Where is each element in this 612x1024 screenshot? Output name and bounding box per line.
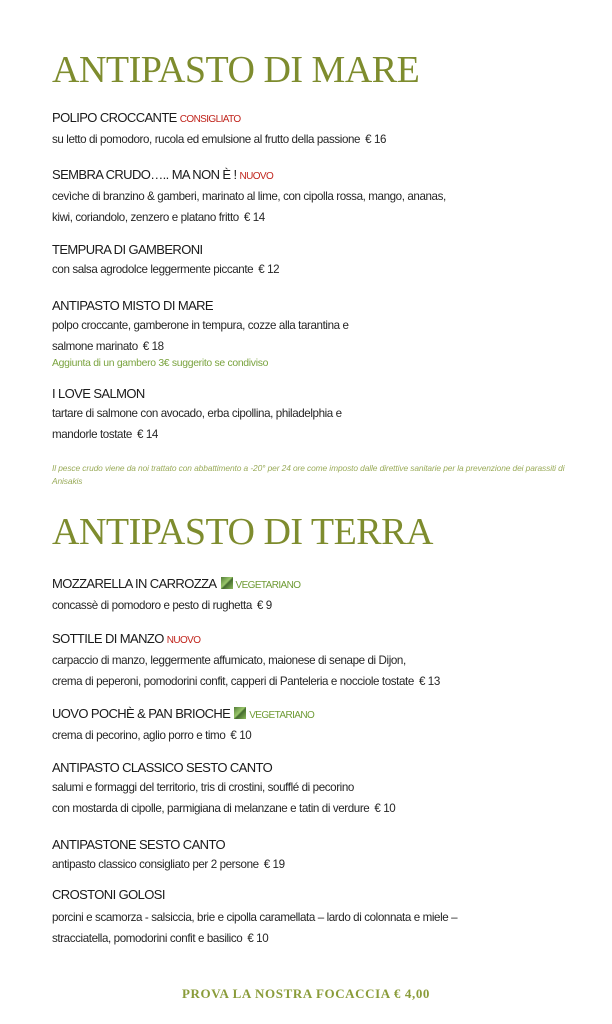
item-note: Aggiunta di un gambero 3€ suggerito se condiviso xyxy=(52,358,269,369)
item-price: € 10 xyxy=(230,729,252,742)
item-description: mandorle tostate xyxy=(52,428,132,441)
item-price: € 10 xyxy=(247,932,269,945)
item-description: con mostarda di cipolle, parmigiana di melanzane e tatin di verdure xyxy=(52,802,370,815)
menu-item-i-love-salmon xyxy=(52,386,597,445)
section-title-mare: ANTIPASTO DI MARE xyxy=(52,49,420,91)
menu-item-tempura-di-gamberoni xyxy=(52,242,597,280)
item-name: CROSTONI GOLOSI xyxy=(52,887,165,902)
item-price: € 10 xyxy=(374,802,396,815)
menu-item-antipastone xyxy=(52,837,597,875)
item-price: € 12 xyxy=(258,263,280,276)
item-description: salmone marinato xyxy=(52,340,138,353)
item-description: cevìche di branzino & gamberi, marinato al lime, con cipolla rossa, mango, ananas, xyxy=(52,190,446,203)
item-description: su letto di pomodoro, rucola ed emulsione al frutto della passione xyxy=(52,133,361,146)
focaccia-footer: PROVA LA NOSTRA FOCACCIA € 4,00 xyxy=(181,986,431,1001)
item-price: € 14 xyxy=(136,428,158,441)
tag-nuovo: NUOVO xyxy=(239,171,274,182)
item-name: ANTIPASTONE SESTO CANTO xyxy=(52,837,226,852)
item-description: crema di pecorino, aglio porro e timo xyxy=(52,729,226,742)
tag-vegetariano: VEGETARIANO xyxy=(249,710,315,721)
menu-item-mozzarella-in-carrozza xyxy=(52,576,597,616)
item-name: TEMPURA DI GAMBERONI xyxy=(52,242,203,257)
item-description: con salsa agrodolce leggermente piccante xyxy=(52,263,254,276)
menu-item-polipo-croccante xyxy=(52,110,597,150)
item-description: crema di peperoni, pomodorini confit, capperi di Panteleria e nocciole tostate xyxy=(52,675,414,688)
item-description: carpaccio di manzo, leggermente affumicato, maionese di senape di Dijon, xyxy=(52,654,406,667)
tag-nuovo: NUOVO xyxy=(166,635,201,646)
item-price: € 9 xyxy=(256,599,272,612)
tag-consigliato: CONSIGLIATO xyxy=(179,114,241,125)
item-name: ANTIPASTO MISTO DI MARE xyxy=(52,298,214,313)
item-name: ANTIPASTO CLASSICO SESTO CANTO xyxy=(52,760,273,775)
item-name: SOTTILE DI MANZO xyxy=(52,631,164,646)
menu-item-antipasto-classico xyxy=(52,760,597,819)
vegetarian-leaf-icon xyxy=(234,707,246,719)
item-name: SEMBRA CRUDO….. MA NON È ! xyxy=(52,167,237,182)
item-description: concassè di pomodoro e pesto di rughetta xyxy=(52,599,252,612)
menu-item-antipasto-misto-di-mare xyxy=(52,298,597,371)
item-name: I LOVE SALMON xyxy=(52,386,145,401)
menu-item-uovo-poche xyxy=(52,706,597,746)
item-description: polpo croccante, gamberone in tempura, cozze alla tarantina e xyxy=(52,319,349,332)
menu-item-sottile-di-manzo xyxy=(52,631,597,692)
raw-fish-disclaimer: Il pesce crudo viene da noi trattato con abbattimento a -20° per 24 ore come imposto dalle direttive sanitarie per la prevenzione dei parassiti di Anisakis xyxy=(52,463,565,486)
item-description: salumi e formaggi del territorio, tris di crostini, soufflé di pecorino xyxy=(52,781,354,794)
item-name: POLIPO CROCCANTE xyxy=(52,110,177,125)
item-description: kiwi, coriandolo, zenzero e platano fritto xyxy=(52,211,239,224)
item-price: € 13 xyxy=(418,675,440,688)
item-description: antipasto classico consigliato per 2 persone xyxy=(52,858,259,871)
tag-vegetariano: VEGETARIANO xyxy=(235,580,301,591)
menu-item-crostoni-golosi xyxy=(52,887,597,949)
item-name: UOVO POCHÈ & PAN BRIOCHE xyxy=(52,706,231,721)
section-title-terra: ANTIPASTO DI TERRA xyxy=(52,511,433,553)
item-price: € 19 xyxy=(263,858,285,871)
item-description: stracciatella, pomodorini confit e basilico xyxy=(52,932,243,945)
item-description: porcini e scamorza - salsiccia, brie e cipolla caramellata – lardo di colonnata e miele – xyxy=(52,911,458,924)
item-price: € 18 xyxy=(142,340,164,353)
item-price: € 14 xyxy=(243,211,265,224)
vegetarian-leaf-icon xyxy=(221,577,233,589)
item-description: tartare di salmone con avocado, erba cipollina, philadelphia e xyxy=(52,407,342,420)
item-price: € 16 xyxy=(365,133,387,146)
item-name: MOZZARELLA IN CARROZZA xyxy=(52,576,217,591)
menu-item-sembra-crudo xyxy=(52,167,597,228)
